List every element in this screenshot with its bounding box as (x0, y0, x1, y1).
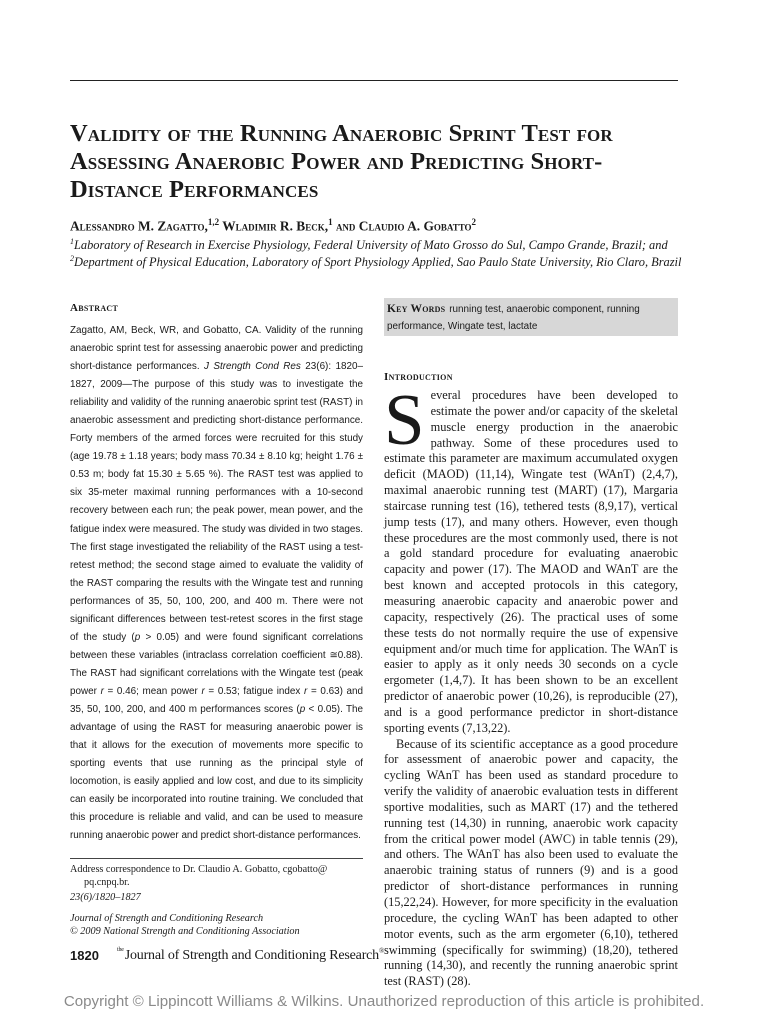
author-name: Alessandro M. Zagatto, (70, 218, 208, 234)
drop-cap: S (384, 379, 425, 460)
keywords-heading: Key Words (387, 303, 446, 315)
author-name: Wladimir R. Beck, (222, 218, 329, 234)
affiliation-text: Department of Physical Education, Laboratory of Sport Physiology Applied, Sao Paulo State University, Rio Claro, Brazil (74, 255, 682, 270)
affiliation-marker: 1 (70, 237, 74, 246)
abstract-segment: = 0.63) and 35, 50, 100, 200, and 400 m performances scores ( (70, 685, 364, 715)
author-affiliation-marker: 2 (471, 217, 477, 227)
affiliation (70, 237, 690, 253)
stat-symbol: r (201, 685, 205, 697)
stat-symbol: p (299, 703, 306, 715)
journal-footer-title: Journal of Strength and Conditioning Research (124, 948, 379, 963)
journal-copyright: © 2009 National Strength and Conditioning Association (70, 925, 300, 937)
correspondence-note (70, 864, 363, 889)
abstract-text (70, 322, 363, 845)
introduction-body (384, 379, 678, 990)
page-number: 1820 (70, 948, 99, 963)
correspondence-line: Address correspondence to Dr. Claudio A. Gobatto, cgobatto@ (70, 864, 328, 875)
paragraph-text: everal procedures have been developed to estimate the power and/or capacity of the skeletal muscle energy production in the anaerobic pathway. Some of these procedures used to estimate this parameter are maximum accumulated oxygen deficit (MAOD) (11,14), Wingate test (WAnT) (2,4,7), maximal anaerobic running test (MART) (17), Margaria staircase running test (16), tethered tests (8,9,17), vertical jump tests (17), and many others. However, even though these procedures are the most commonly used, there is not a gold standard procedure for evaluating anaerobic capacity and power (17). The MAOD and WAnT are the best known and accepted protocols in this category, measuring anaerobic capacity and anaerobic power and capacity, respectively (26). The practical uses of some these tests do not normally require the use of expensive equipment and/or much time for application. The WAnT is easier to apply as it only needs 30 seconds on a cycle ergometer (1,4,7). It has been shown to be an excellent predictor of anaerobic power (10,26), is reproducible (27), and is a good performance predictor in short-distance sporting events (7,13,22). (384, 388, 678, 735)
abstract-heading: Abstract (70, 302, 119, 314)
introduction-heading: Introduction (384, 371, 453, 383)
keywords-text: running test, anaerobic component, running performance, Wingate test, lactate (387, 304, 640, 332)
abstract-segment: > 0.05) and were found significant correlations between these variables (intraclass correlation coefficient ≅0.88). The RAST had significant correlations with the Wingate test (peak power (70, 631, 363, 697)
volume-info: 23(6)/1820–1827 (70, 892, 141, 903)
journal-title: Journal of Strength and Conditioning Research (70, 913, 264, 924)
journal-reference: J Strength Cond Res (204, 361, 301, 373)
registered-mark: ® (378, 947, 385, 955)
correspondence-line: pq.cnpq.br. (84, 876, 130, 888)
introduction-paragraph: Because of its scientific acceptance as a good procedure for assessment of anaerobic power and capacity, the cycling WAnT has been used as standard procedure to verify the validity of anaerobic evaluation tests in different sportive modalities, such as MART (17) and the tethered running test (14,30) in running, anaerobic work capacity from the critical power model (AWC) in table tennis (29), and others. The WAnT has also been used to evaluate the anaerobic training status of runners (9) and is a good predictor of short-distance performances in running (15,22,24). However, for more specificity in the evaluation procedure, the cycling WAnT has been adapted to other motor events, such as the arm ergometer (6,10), tethered swimming (specifically for swimming) (18,20), tethered running (14,30), and recently the running anaerobic sprint test (RAST) (28). (384, 736, 678, 989)
abstract-segment: 23(6): 1820–1827, 2009—The purpose of this study was to investigate the reliability and validity of the running anaerobic sprint test (RAST) in anaerobic assessment and predicting short-distance performance. Forty members of the armed forces were recruited for this study (age 19.78 ± 1.18 years; body mass 70.34 ± 8.10 kg; height 1.76 ± 0.53 m; body fat 15.30 ± 5.65 %). The RAST test was applied to six 35-meter maximal running performances with a 10-second recovery between each run; the peak power, mean power, and the fatigue index were measured. The study was divided in two stages. The first stage investigated the reliability of the RAST using a test-retest method; the second stage aimed to evaluate the validity of the RAST comparing the results with the Wingate test and running performances of 35, 50, 100, 200, and 400 m. There were not significant differences between test-retest scores in the first stage of the study ( (70, 361, 363, 643)
copyright-watermark: Copyright © Lippincott Williams & Wilkins. Unauthorized reproduction of this article is prohibited. (63, 993, 705, 1010)
stat-symbol: r (100, 685, 104, 697)
affiliation-marker: 2 (70, 254, 74, 263)
abstract-segment: = 0.46; mean power (103, 685, 202, 697)
affiliation (70, 254, 690, 270)
author-name: Claudio A. Gobatto (358, 218, 472, 234)
author-affiliation-marker: 1 (328, 217, 333, 227)
keywords-box (384, 298, 678, 336)
footnote-rule (70, 858, 363, 859)
abstract-segment: = 0.53; fatigue index (204, 685, 304, 697)
introduction-paragraph (384, 379, 678, 737)
author-conjunction: and (335, 218, 356, 234)
author-affiliation-marker: 1,2 (207, 217, 220, 227)
journal-footer-name (117, 947, 384, 964)
abstract-segment: < 0.05). The advantage of using the RAST for measuring anaerobic power is that it allows for the execution of movements more specific to sporting events that use running as the principal style of locomotion, is easily applied and low cost, and due to its simplicity can easily be incorporated into routine training. We concluded that this procedure is reliable and valid, and can be used to measure running anaerobic power and predict short-distance performances. (70, 703, 363, 842)
stat-symbol: p (134, 631, 141, 643)
journal-footer-the: the (117, 947, 124, 953)
author-list (70, 217, 690, 234)
stat-symbol: r (304, 685, 308, 697)
journal-info (70, 913, 363, 938)
article-title: Validity of the Running Anaerobic Sprint Test for Assessing Anaerobic Power and Predicting Short-Distance Performances (70, 120, 613, 203)
top-rule (70, 80, 678, 81)
abstract-citation: Zagatto, AM, Beck, WR, and Gobatto, CA. Validity of the running anaerobic sprint test for assessing anaerobic power and predicting short-distance performances. (70, 325, 363, 373)
affiliation-text: Laboratory of Research in Exercise Physiology, Federal University of Mato Grosso do Sul, Campo Grande, Brazil; and (74, 238, 668, 253)
